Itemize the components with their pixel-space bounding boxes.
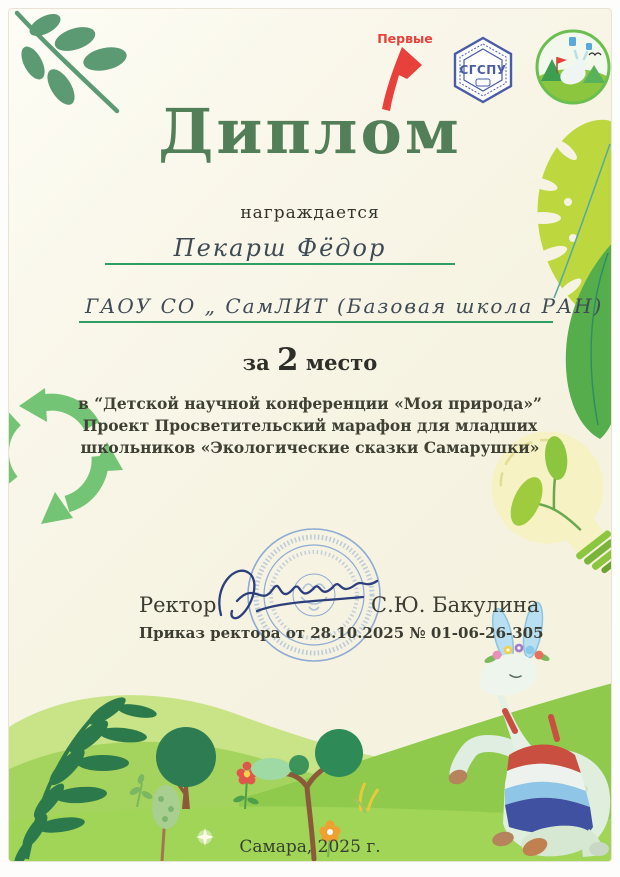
event-line: в “Детской научной конференции «Моя природа»” bbox=[78, 394, 542, 413]
sgspu-logo-label: СГСПУ bbox=[459, 63, 507, 77]
pervye-logo-label: Первые bbox=[377, 31, 433, 46]
recipient-name: Пекарш Фёдор bbox=[173, 234, 387, 262]
rector-order-line: Приказ ректора от 28.10.2025 № 01-06-26-305 bbox=[139, 624, 544, 642]
event-line: Проект Просветительский марафон для младших bbox=[82, 416, 538, 435]
award-prefix: за bbox=[242, 350, 270, 375]
diploma-title: Диплом bbox=[158, 95, 462, 168]
rector-name: С.Ю. Бакулина bbox=[371, 593, 540, 617]
recipient-name-line bbox=[105, 231, 455, 265]
awarded-label: награждается bbox=[240, 203, 380, 223]
award-place-number: 2 bbox=[277, 342, 299, 378]
certificate-sheet bbox=[8, 8, 612, 862]
recipient-org-line bbox=[79, 289, 604, 323]
city-year-footer: Самара, 2025 г. bbox=[239, 837, 381, 857]
event-line: школьников «Экологические сказки Самарушки» bbox=[80, 438, 540, 457]
award-suffix: место bbox=[305, 350, 378, 375]
recipient-org: ГАОУ СО „ СамЛИТ (Базовая школа РАН) bbox=[85, 294, 604, 318]
event-description bbox=[9, 393, 611, 459]
rector-label: Ректор bbox=[139, 593, 217, 617]
award-place-line bbox=[9, 342, 611, 378]
sgspu-logo bbox=[449, 36, 517, 104]
